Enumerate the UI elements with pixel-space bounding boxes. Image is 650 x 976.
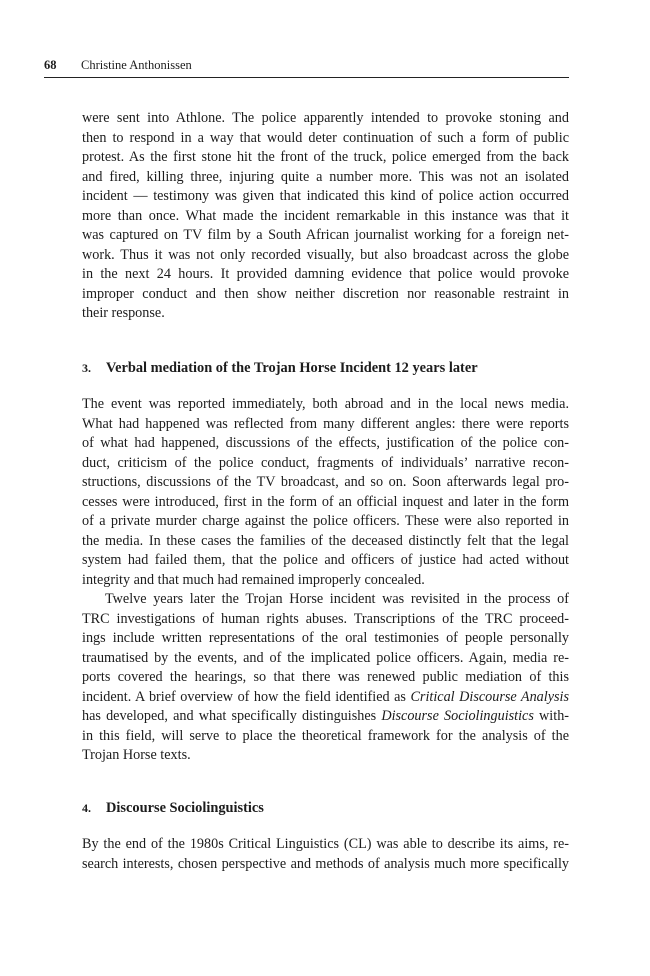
paragraph-4 (82, 835, 569, 874)
page-number: 68 (44, 58, 57, 72)
italic-term: Discourse Sociolinguistics (381, 708, 534, 724)
section-title: Verbal mediation of the Trojan Horse Incident 12 years later (106, 360, 478, 376)
italic-term: Critical Discourse Analysis (410, 688, 570, 705)
text-line-with-italic (82, 688, 569, 708)
paragraph-2 (82, 395, 569, 590)
text-line: protest. As the first stone hit the front of the truck, police emerged from the back (82, 149, 569, 165)
text-run: with- (533, 708, 570, 724)
text-line: structions, discussions of the TV broadcast, and so on. Soon afterwards legal pro- (82, 474, 569, 490)
paragraph-1 (82, 109, 569, 324)
text-line: improper conduct and then show neither discretion nor reasonable restraint in (82, 285, 569, 302)
text-line: The event was reported immediately, both abroad and in the local news media. (82, 396, 569, 412)
text-line: What had happened was reflected from many different angles: there were reports (82, 415, 569, 432)
text-line: ports covered the hearings, so that there was renewed public mediation of this (82, 669, 569, 685)
text-run: incident. A brief overview of how the field identified as (82, 688, 411, 705)
text-line: was captured on TV film by a South African journalist working for a foreign net- (82, 227, 569, 243)
text-line-with-italic (82, 707, 569, 727)
text-line: were sent into Athlone. The police apparently intended to provoke stoning and (82, 110, 569, 126)
section-heading-4 (82, 800, 264, 817)
text-line: ings include written representations of the oral testimonies of people personally (82, 630, 569, 646)
text-line: their response. (82, 305, 165, 321)
text-line: cesses were introduced, first in the form of an official inquest and later in the form (82, 493, 569, 510)
section-title: Discourse Sociolinguistics (106, 800, 264, 816)
text-line: more than once. What made the incident remarkable in this instance was that it (82, 207, 569, 224)
text-line: Twelve years later the Trojan Horse incident was revisited in the process of (105, 591, 569, 607)
text-line: TRC investigations of human rights abuses. Transcriptions of the TRC proceed- (82, 610, 569, 627)
text-run: has developed, and what specifically distinguishes (82, 708, 382, 724)
text-line: traumatised by the events, and of the implicated police officers. Again, media re- (82, 649, 569, 666)
text-line: in the next 24 hours. It provided damning evidence that police would provoke (82, 266, 569, 282)
section-number: 3. (82, 361, 91, 375)
text-line: of a private murder charge against the police officers. These were also reported in (82, 513, 569, 529)
text-line: system had failed them, that the police and officers of justice had acted without (82, 552, 569, 568)
section-heading-3 (82, 360, 478, 377)
running-header (44, 57, 569, 78)
running-head-author: Christine Anthonissen (81, 58, 192, 72)
text-line: search interests, chosen perspective and methods of analysis much more specifically (82, 855, 569, 872)
text-line: in this field, will serve to place the theoretical framework for the analysis of the (82, 727, 569, 744)
text-line: then to respond in a way that would deter continuation of such a form of public (82, 129, 569, 146)
text-line: integrity and that much had remained improperly concealed. (82, 571, 425, 588)
section-number: 4. (82, 801, 91, 815)
text-line: Trojan Horse texts. (82, 747, 191, 763)
text-line: of what had happened, discussions of the effects, justification of the police con- (82, 435, 569, 451)
text-line: By the end of the 1980s Critical Linguistics (CL) was able to describe its aims, re- (82, 836, 569, 852)
text-line: duct, criticism of the police conduct, fragments of individuals’ narrative recon- (82, 454, 569, 471)
text-line: incident — testimony was given that indicated this kind of police action occurred (82, 188, 569, 204)
text-line: and fired, killing three, injuring quite a number more. This was not an isolated (82, 168, 569, 185)
text-line: the media. In these cases the families of the deceased distinctly felt that the legal (82, 532, 569, 549)
text-line: work. Thus it was not only recorded visually, but also broadcast across the globe (82, 246, 569, 263)
paragraph-3 (82, 590, 569, 766)
